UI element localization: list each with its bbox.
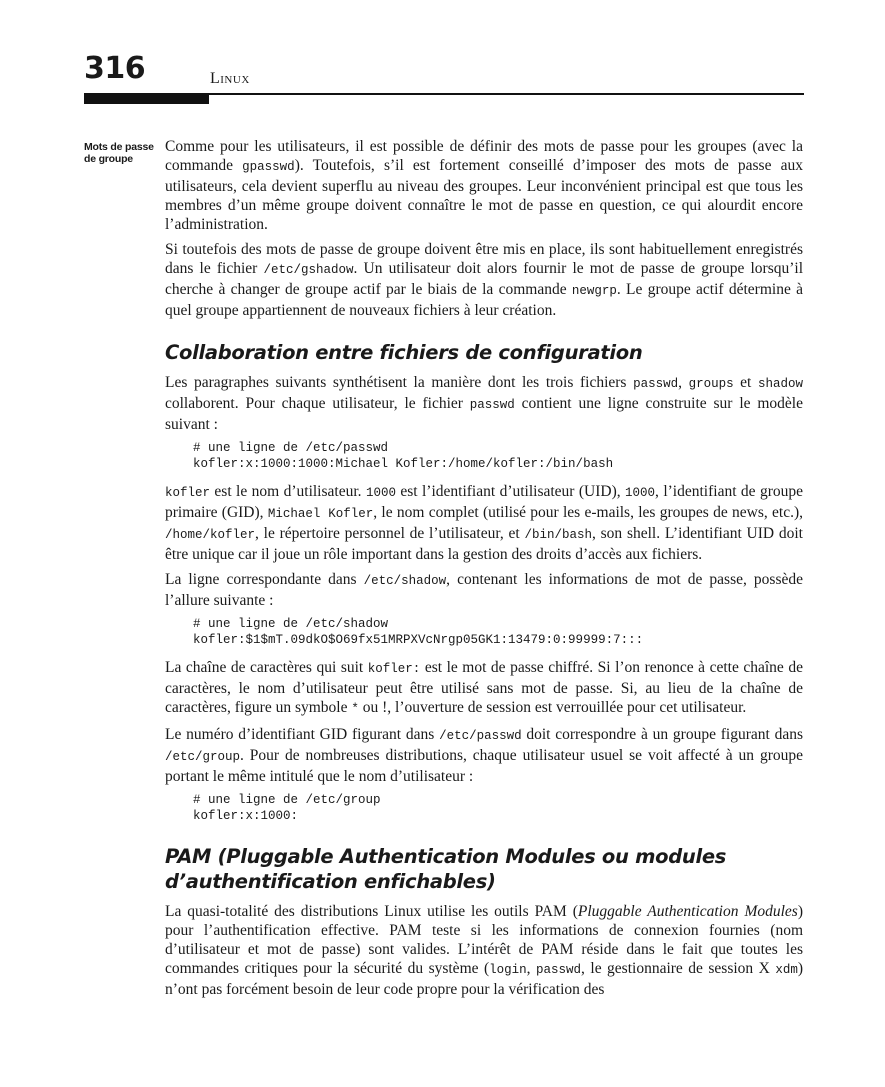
paragraph: [165, 482, 803, 564]
paragraph: [165, 240, 803, 320]
text-run: , l’identifiant de groupe primaire (GID),: [165, 483, 803, 521]
section-heading: [165, 844, 803, 894]
code-line: kofler:$1$mT.09dkO$O69fx51MRPXVcNrgp05GK1:13479:0:99999:7:::: [193, 633, 644, 647]
text-run: Si toutefois des mots de passe de groupe doivent être mis en place, ils sont habituellement enregistrés dans le fichier: [165, 241, 803, 277]
paragraph: [165, 658, 803, 719]
inline-code: /bin/bash: [524, 528, 592, 542]
inline-code: newgrp: [571, 284, 617, 298]
code-line: kofler:x:1000:: [193, 809, 299, 823]
inline-code: xdm: [775, 963, 798, 977]
heading-run: Pluggable Authentication Modules: [226, 845, 596, 868]
inline-code: passwd: [536, 963, 582, 977]
text-run: La quasi-totalité des distributions Linux utilise les outils PAM (: [165, 903, 578, 920]
heading-run: PAM (: [165, 845, 227, 868]
text-run: ) n’ont pas forcément besoin de leur code propre pour la vérification des: [165, 960, 804, 998]
text-run: , son shell. L’identifiant UID doit être unique car il joue un rôle important dans la gestion des droits d’accès aux fichiers.: [165, 525, 803, 563]
text-run: ou !, l’ouverture de session est verrouillée pour cet utilisateur.: [358, 699, 747, 716]
text-run: doit correspondre à un groupe figurant dans: [521, 726, 803, 743]
text-run: ,: [678, 374, 689, 391]
inline-code: /etc/gshadow: [263, 263, 354, 277]
text-run: et: [733, 374, 758, 391]
inline-code: /etc/shadow: [363, 574, 447, 588]
paragraph: [165, 725, 803, 786]
heading-run: ou modules d’authentification enfichables): [165, 845, 727, 893]
inline-code: /etc/group: [165, 750, 241, 764]
paragraph: [165, 902, 803, 999]
text-run: collaborent. Pour chaque utilisateur, le fichier: [165, 395, 470, 412]
text-run: ,: [526, 960, 537, 977]
code-line: kofler:x:1000:1000:Michael Kofler:/home/kofler:/bin/bash: [193, 457, 614, 471]
code-line: # une ligne de /etc/group: [193, 793, 381, 807]
text-run: est l’identifiant d’utilisateur (UID),: [395, 483, 626, 500]
text-run: ) pour l’authentification effective. PAM teste si les informations de connexion fournies (nom d’utilisateur et mot de passe) sont valides. L’intérêt de PAM réside dans le fait que toutes les commandes critiques pour la sécurité du système (: [165, 903, 803, 977]
text-run: La ligne correspondante dans: [165, 571, 364, 588]
inline-code: 1000: [365, 486, 396, 500]
emphasis: Pluggable Authentication Modules: [577, 903, 798, 920]
paragraph: [165, 373, 803, 434]
header-rule-accent: [84, 95, 209, 104]
inline-code: gpasswd: [242, 160, 295, 174]
text-run: , le nom complet (utilisé pour les e-mails, les groupes de news, etc.),: [373, 504, 804, 521]
text-run: contient une ligne construite sur le modèle suivant :: [165, 395, 803, 433]
code-listing: [193, 792, 803, 824]
code-line: # une ligne de /etc/passwd: [193, 441, 389, 455]
text-run: Le numéro d’identifiant GID figurant dans: [165, 726, 440, 743]
text-run: , le répertoire personnel de l’utilisateur, et: [255, 525, 525, 542]
inline-code: /etc/passwd: [439, 729, 522, 743]
text-run: . Le groupe actif détermine à quel groupe appartiennent de nouveaux fichiers à leur création.: [165, 281, 803, 319]
inline-code: groups: [688, 377, 734, 391]
text-run: est le nom d’utilisateur.: [210, 483, 366, 500]
inline-code: Michael Kofler: [267, 507, 374, 521]
page-number: 316: [84, 51, 146, 86]
text-run: Les paragraphes suivants synthétisent la manière dont les trois fichiers: [165, 374, 634, 391]
text-run: . Pour de nombreuses distributions, chaque utilisateur usuel se voit affecté à un groupe portant le même intitulé que le nom d’utilisateur :: [165, 747, 803, 785]
code-listing: [193, 440, 803, 472]
inline-code: passwd: [469, 398, 515, 412]
body-column: [165, 137, 803, 1005]
code-line: # une ligne de /etc/shadow: [193, 617, 389, 631]
running-head: Linux: [210, 70, 250, 87]
code-listing: [193, 616, 803, 648]
text-run: ). Toutefois, s’il est fortement conseillé d’imposer des mots de passe aux utilisateurs, cela devient superflu au niveau des groupes. Leur inconvénient principal est que tous les membres d’un même groupe doivent connaître le mot de passe en question, ce qui alourdit encore l’administration.: [165, 157, 803, 233]
text-run: . Un utilisateur doit alors fournir le mot de passe de groupe lorsqu’il cherche à changer de groupe actif par le biais de la commande: [165, 260, 803, 298]
margin-note: [84, 141, 158, 165]
inline-code: 1000: [625, 486, 656, 500]
section-heading: Collaboration entre fichiers de configuration: [165, 341, 643, 364]
paragraph: [165, 137, 803, 234]
inline-code: login: [489, 963, 527, 977]
margin-note-line: Mots de passe: [84, 141, 154, 153]
inline-code: kofler: [165, 486, 211, 500]
margin-note-line: de groupe: [84, 153, 133, 165]
text-run: , contenant les informations de mot de passe, possède l’allure suivante :: [165, 571, 804, 609]
text-run: est le mot de passe chiffré. Si l’on renonce à cette chaîne de caractères, le nom d’utilisateur peut être utilisé sans mot de passe. Si, au lieu de la chaîne de caractères, figure un symbole: [165, 659, 803, 716]
inline-code: kofler:: [367, 662, 421, 676]
text-run: Comme pour les utilisateurs, il est possible de définir des mots de passe pour les groupes (avec la commande: [165, 138, 803, 174]
inline-code: *: [351, 702, 359, 716]
text-run: La chaîne de caractères qui suit: [165, 659, 368, 676]
inline-code: passwd: [633, 377, 679, 391]
inline-code: /home/kofler: [165, 528, 256, 542]
text-run: , le gestionnaire de session X: [581, 960, 776, 977]
inline-code: shadow: [757, 377, 803, 391]
paragraph: [165, 570, 803, 610]
